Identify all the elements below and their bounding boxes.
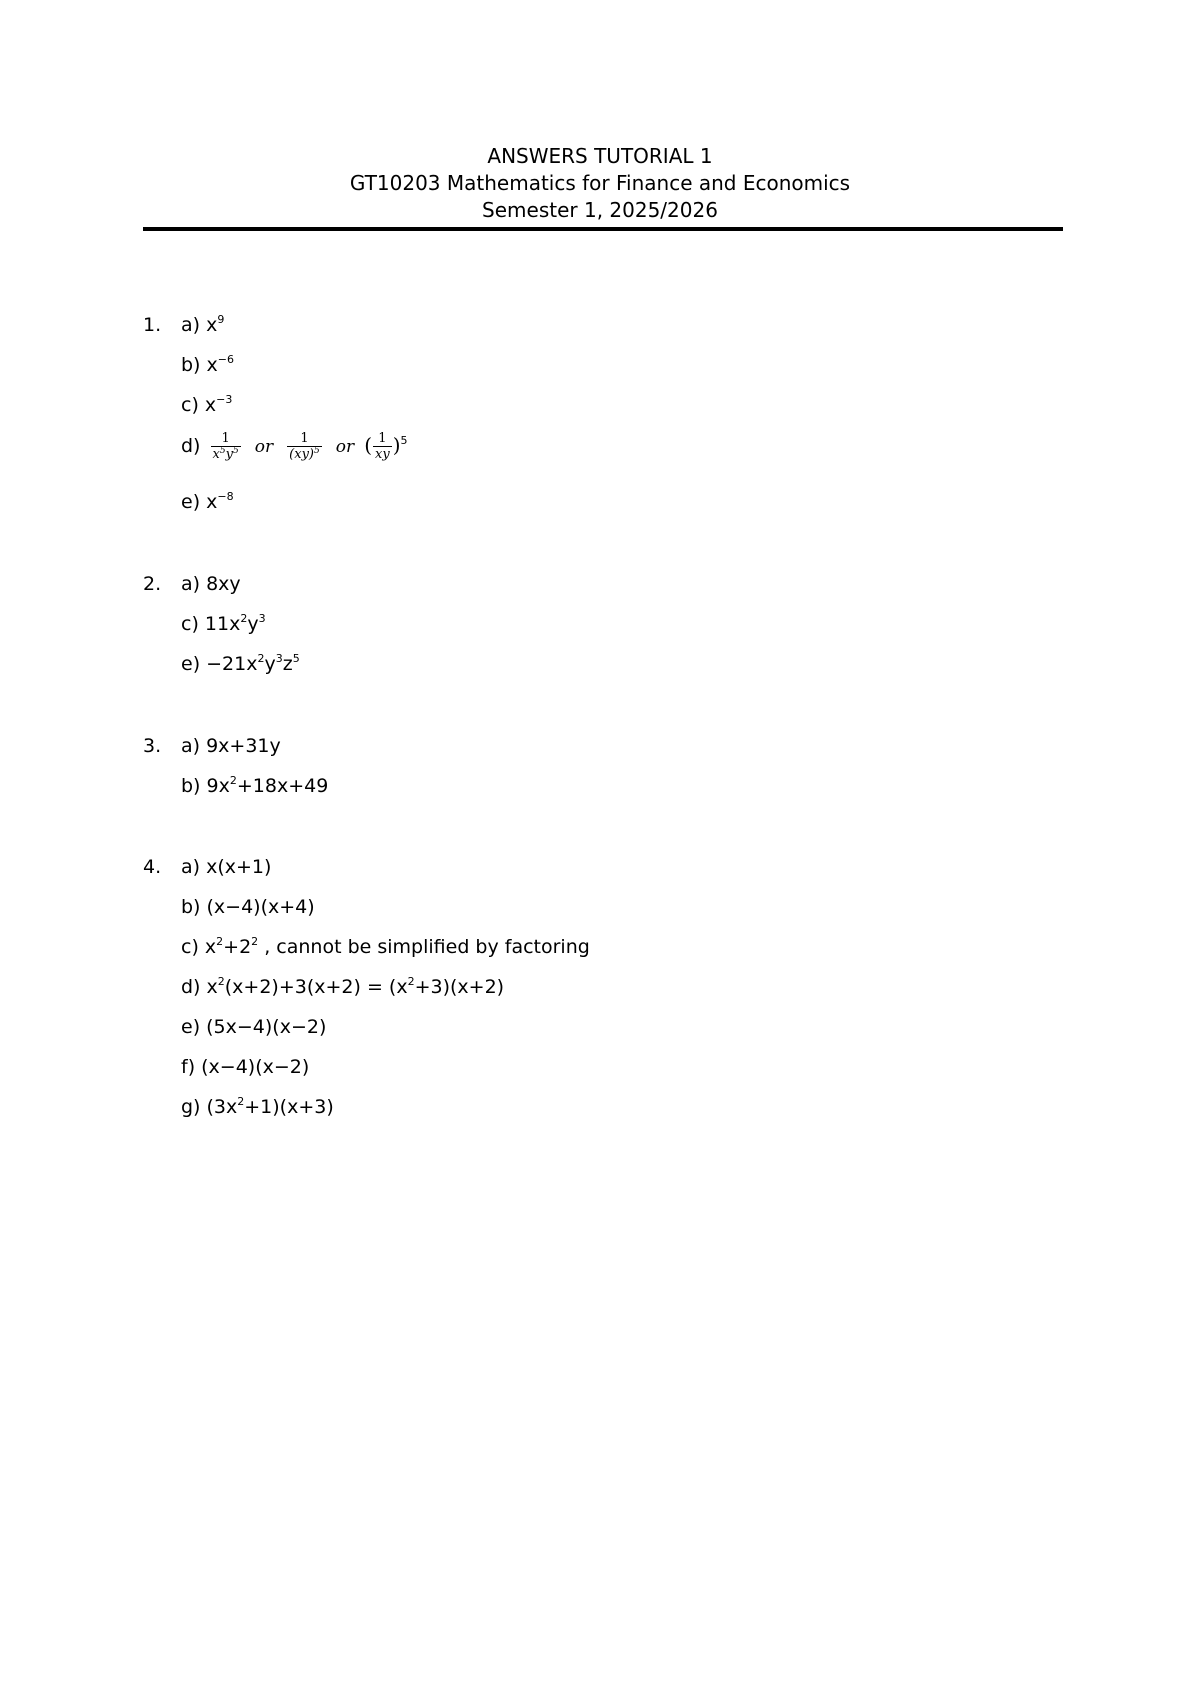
question-number: 3.: [143, 735, 162, 757]
answer-4a: a) x(x+1): [181, 856, 272, 878]
answer-1d: d) $\frac{1}{x^5y^5}$ or $\frac{1}{(xy)^5}$ or ( $\frac{1}{xy}$ )$^5$: [181, 431, 408, 462]
document-title: ANSWERS TUTORIAL 1: [487, 144, 713, 168]
answer-4d: d) $x^2(x+2)+3(x+2) = (x^2+3)(x+2)$: [181, 975, 505, 998]
question-number: 2.: [143, 573, 162, 595]
header-divider: [143, 227, 1063, 231]
answer-2e: $e) -21x^2y^3z^5$: [181, 652, 300, 675]
answer-4f: f) (x−4)(x−2): [181, 1056, 310, 1078]
answer-4c: c) $x^2+2^2$ , cannot be simplified by factoring: [181, 935, 590, 958]
answer-1e: e) $x^{-8}$: [181, 490, 234, 513]
answer-2a: a) 8xy: [181, 573, 241, 595]
answer-4b: b) (x−4)(x+4): [181, 896, 315, 918]
answer-1b: b) $x^{-6}$: [181, 353, 234, 376]
answer-4g: g) $(3x^2+1)(x+3)$: [181, 1095, 334, 1118]
fraction-3: $\frac{1}{xy}$: [375, 431, 390, 462]
semester-line: Semester 1, 2025/2026: [482, 198, 718, 222]
answer-1c: c) $x^{-3}$: [181, 393, 233, 416]
fraction-1: $\frac{1}{x^5y^5}$: [212, 431, 239, 462]
fraction-2: $\frac{1}{(xy)^5}$: [289, 431, 320, 462]
course-title: GT10203 Mathematics for Finance and Economics: [349, 171, 851, 195]
question-number: 4.: [143, 856, 162, 878]
answer-2c: c) $11x^2y^3$: [181, 612, 266, 635]
question-number: 1.: [143, 314, 162, 336]
answer-3b: b) $9x^2+18x+49$: [181, 774, 329, 797]
document-header: [0, 143, 1200, 224]
answer-1a: a) $x^9$: [181, 313, 225, 336]
answer-3a: a) 9x+31y: [181, 735, 281, 757]
answer-4e: e) (5x−4)(x−2): [181, 1016, 327, 1038]
